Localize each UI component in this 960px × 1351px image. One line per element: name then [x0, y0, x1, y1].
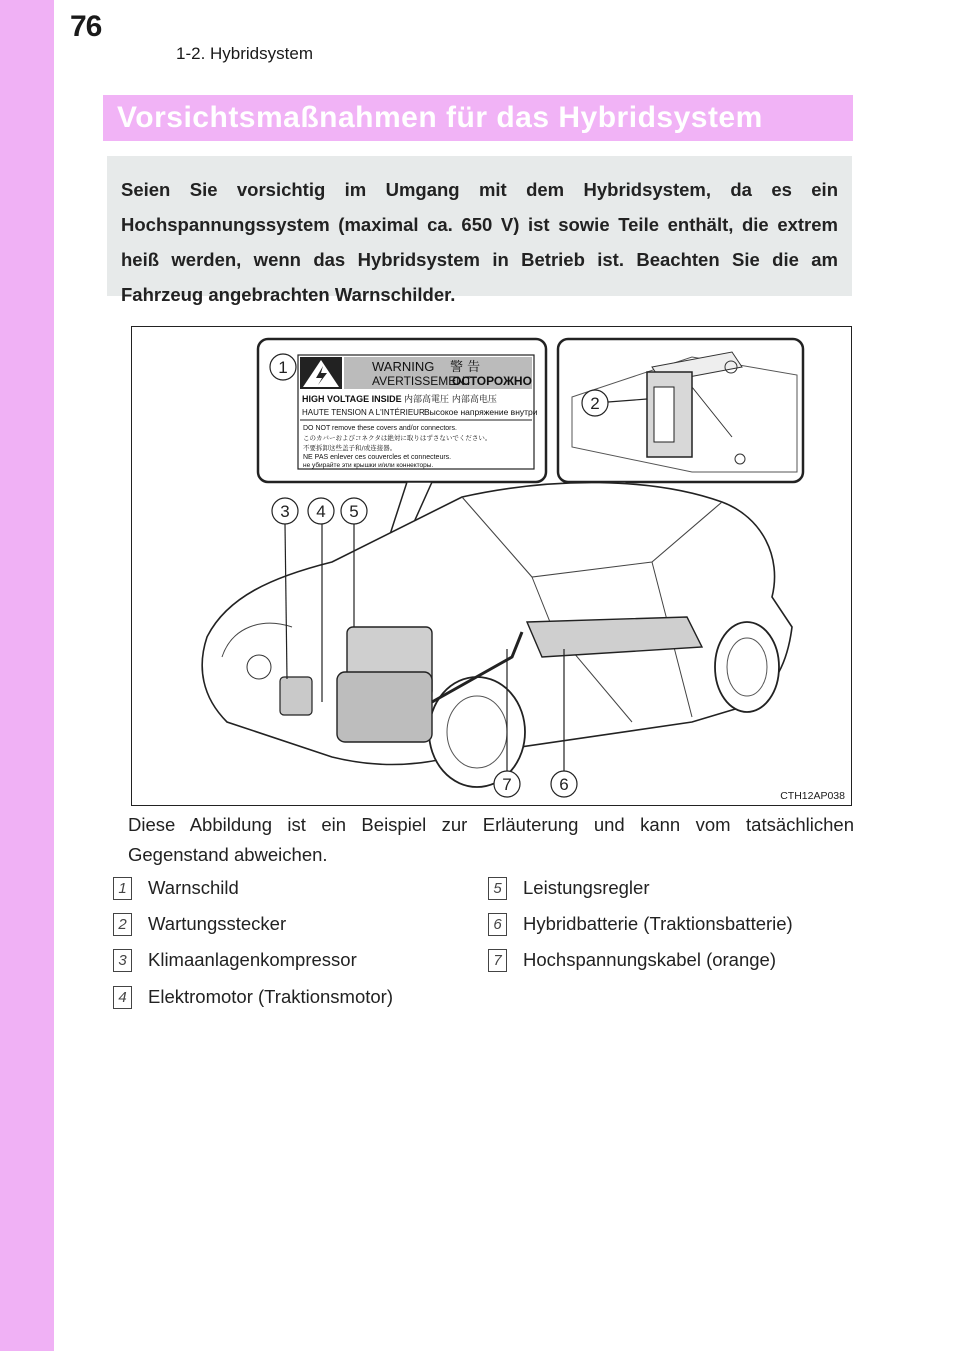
legend-item-7 — [488, 945, 776, 975]
callout-5: 5 — [349, 502, 359, 521]
legend-label: Leistungsregler — [523, 877, 650, 898]
legend-number: 7 — [488, 949, 507, 972]
callout-3: 3 — [280, 502, 290, 521]
legend-number: 3 — [113, 949, 132, 972]
legend-number: 1 — [113, 877, 132, 900]
legend-label: Hochspannungskabel (orange) — [523, 949, 777, 970]
legend-item-3 — [113, 945, 357, 975]
label-russian: не убирайте эти крышки и/или коннекторы. — [303, 462, 434, 469]
figure-code: CTH12AP038 — [780, 790, 845, 802]
electric-motor — [337, 672, 432, 742]
label-do-not-remove: DO NOT remove these covers and/or connectors. — [303, 425, 457, 432]
legend-number: 4 — [113, 986, 132, 1009]
callout-7: 7 — [502, 775, 512, 794]
label-chinese: 不要拆卸这些盖子和/或连接器。 — [303, 444, 397, 452]
legend-label: Elektromotor (Traktionsmotor) — [148, 986, 394, 1007]
intro-text: Seien Sie vorsichtig im Umgang mit dem Hybridsystem, da es ein Hochspannungssystem (maximal ca. 650 V) ist sowie Teile enthält, die extrem heiß werden, wenn das Hybridsystem in Betrieb ist. Beachten Sie die am Fahrzeug angebrachten Warnschilder. — [121, 179, 838, 305]
legend-number: 2 — [113, 913, 132, 936]
label-high-voltage: HIGH VOLTAGE INSIDE — [302, 394, 402, 404]
legend-label: Warnschild — [148, 877, 239, 898]
front-wheel — [429, 677, 525, 787]
label-warning: WARNING — [372, 359, 435, 374]
ac-compressor — [280, 677, 312, 715]
legend-item-1 — [113, 873, 239, 903]
legend-item-5 — [488, 873, 650, 903]
legend-item-6 — [488, 909, 793, 939]
legend-number: 5 — [488, 877, 507, 900]
legend-item-4 — [113, 982, 393, 1012]
label-ne-pas: NE PAS enlever ces couvercles et connecteurs. — [303, 454, 452, 461]
service-plug-handle — [654, 387, 674, 442]
callout-1: 1 — [278, 358, 288, 377]
callout-6: 6 — [559, 775, 569, 794]
section-header: 1-2. Hybridsystem — [176, 44, 313, 63]
label-warning-cjk: 警 告 — [450, 360, 481, 375]
side-tab-strip — [0, 0, 54, 1351]
figure-caption: Diese Abbildung ist ein Beispiel zur Erläuterung und kann vom tatsächlichen Gegenstand abweichen. — [128, 814, 854, 865]
legend-number: 6 — [488, 913, 507, 936]
callout-4: 4 — [316, 502, 326, 521]
label-high-voltage-cjk: 内部高電圧 内部高电压 — [404, 395, 497, 405]
hybrid-system-illustration — [131, 326, 852, 806]
legend-item-2 — [113, 909, 286, 939]
page-number: 76 — [70, 10, 102, 43]
legend-label: Wartungsstecker — [148, 913, 287, 934]
legend-label: Hybridbatterie (Traktionsbatterie) — [523, 913, 793, 934]
rear-wheel — [715, 622, 779, 712]
label-haute-tension: HAUTE TENSION A L'INTÉRIEUR — [302, 408, 425, 417]
page-title: Vorsichtsmaßnahmen für das Hybridsystem — [117, 101, 763, 134]
title-bar — [103, 95, 853, 141]
label-japanese: このカバーおよびコネクタは絶対に取りはずさないでください。 — [303, 434, 492, 442]
label-avertissement: AVERTISSEMENT — [372, 374, 473, 388]
car-diagram — [132, 327, 852, 806]
label-vysokoe: Высокое напряжение внутри — [424, 407, 538, 417]
intro-box — [107, 156, 852, 305]
legend-label: Klimaanlagenkompressor — [148, 949, 357, 970]
callout-2: 2 — [590, 394, 600, 413]
label-ostorozhno: ОСТОРОЖНО — [452, 374, 532, 388]
